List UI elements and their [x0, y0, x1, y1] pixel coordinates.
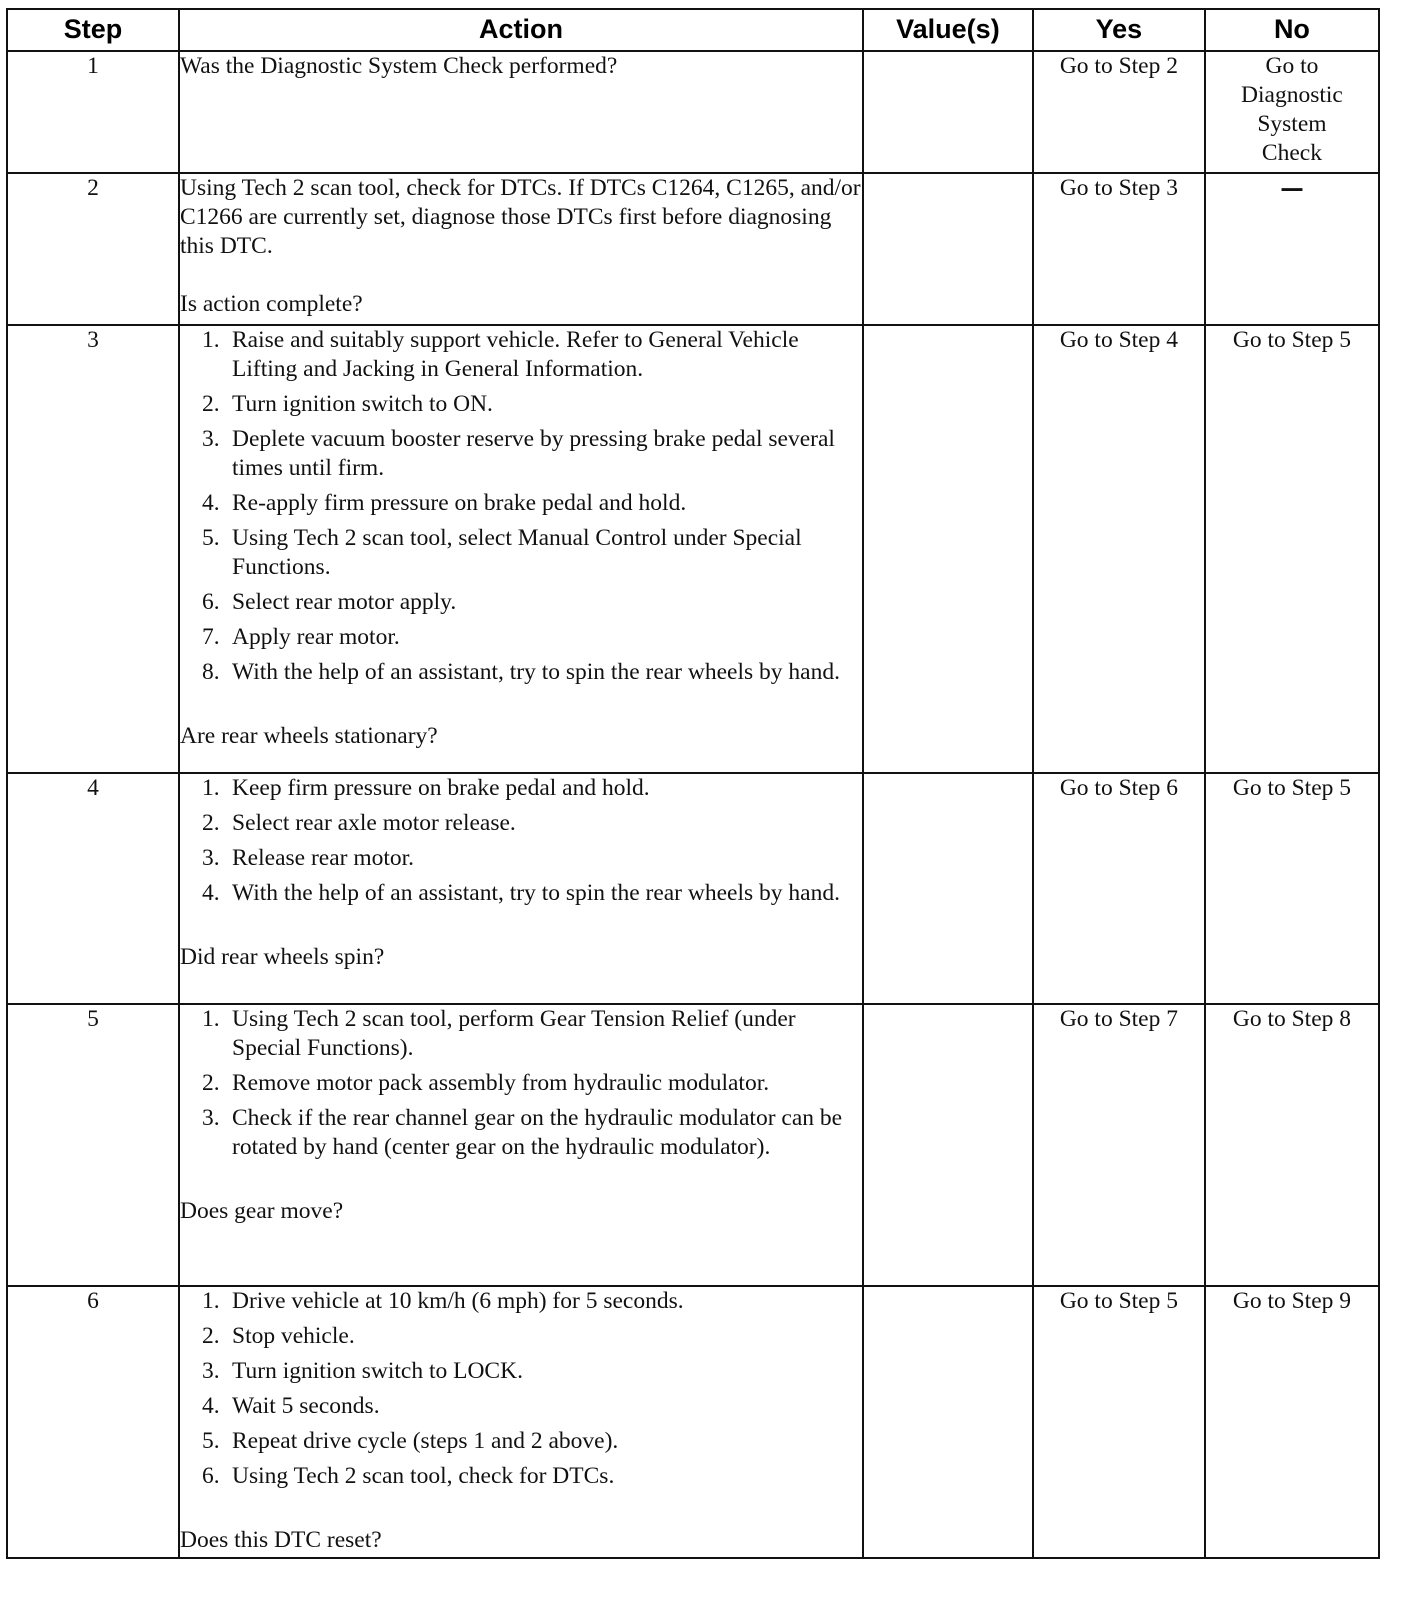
no-text: Go to Step 5 — [1232, 327, 1352, 353]
procedure-item — [180, 774, 862, 803]
header-yes: Yes — [1033, 9, 1205, 51]
action-cell — [179, 773, 863, 1004]
procedure-item — [180, 1462, 862, 1491]
spacer — [180, 693, 862, 722]
procedure-item — [180, 1005, 862, 1063]
procedure-list — [180, 774, 862, 908]
step-number: 4 — [7, 773, 179, 1004]
procedure-item-number: 8. — [202, 659, 220, 685]
table-row — [7, 51, 1379, 173]
table-row — [7, 325, 1379, 773]
procedure-item — [180, 1392, 862, 1421]
table-row — [7, 1004, 1379, 1286]
procedure-item — [180, 326, 862, 384]
procedure-item — [180, 1427, 862, 1456]
action-cell — [179, 51, 863, 173]
step-number: 1 — [7, 51, 179, 173]
procedure-item — [180, 1287, 862, 1316]
procedure-item-number: 3. — [202, 426, 220, 452]
procedure-item — [180, 588, 862, 617]
procedure-item-text: Re-apply firm pressure on brake pedal and hold. — [232, 490, 687, 516]
procedure-item-text: Using Tech 2 scan tool, check for DTCs. — [232, 1463, 615, 1489]
diagnostic-table — [6, 8, 1380, 1559]
procedure-item-number: 2. — [202, 810, 220, 836]
procedure-item — [180, 524, 862, 582]
no-text: Go to Step 5 — [1232, 775, 1352, 801]
procedure-item-text: Check if the rear channel gear on the hydraulic modulator can be rotated by hand (center gear on the hydraulic modulator). — [232, 1105, 843, 1160]
no-text: Go to Step 8 — [1232, 1006, 1352, 1032]
procedure-item — [180, 844, 862, 873]
procedure-item — [180, 425, 862, 483]
procedure-item-text: Turn ignition switch to ON. — [232, 391, 493, 417]
no-cell — [1205, 51, 1379, 173]
values-cell — [863, 1286, 1033, 1558]
yes-cell: Go to Step 4 — [1033, 325, 1205, 773]
action-cell — [179, 1286, 863, 1558]
action-question: Are rear wheels stationary? — [180, 723, 438, 749]
values-cell — [863, 325, 1033, 773]
step-number: 2 — [7, 173, 179, 325]
header-no: No — [1205, 9, 1379, 51]
step-number: 5 — [7, 1004, 179, 1286]
action-question: Did rear wheels spin? — [180, 944, 385, 970]
action-question: Does this DTC reset? — [180, 1527, 382, 1553]
procedure-item-number: 3. — [202, 1105, 220, 1131]
procedure-item-text: Select rear motor apply. — [232, 589, 457, 615]
procedure-item-text: Wait 5 seconds. — [232, 1393, 380, 1419]
procedure-item-text: Repeat drive cycle (steps 1 and 2 above). — [232, 1428, 619, 1454]
values-cell — [863, 773, 1033, 1004]
procedure-item-number: 3. — [202, 1358, 220, 1384]
action-cell — [179, 173, 863, 325]
spacer — [180, 261, 862, 290]
procedure-list — [180, 326, 862, 687]
table-body — [7, 51, 1379, 1558]
values-cell — [863, 51, 1033, 173]
procedure-item-number: 2. — [202, 391, 220, 417]
no-cell — [1205, 325, 1379, 773]
header-action: Action — [179, 9, 863, 51]
procedure-item-number: 4. — [202, 880, 220, 906]
procedure-item-number: 7. — [202, 624, 220, 650]
procedure-item-text: Remove motor pack assembly from hydraulic modulator. — [232, 1070, 770, 1096]
table-row — [7, 173, 1379, 325]
action-question: Does gear move? — [180, 1198, 344, 1224]
action-question: Is action complete? — [180, 291, 363, 317]
spacer — [180, 914, 862, 943]
step-number: 6 — [7, 1286, 179, 1558]
procedure-item-text: Apply rear motor. — [232, 624, 400, 650]
procedure-item-text: Release rear motor. — [232, 845, 415, 871]
procedure-item-text: Raise and suitably support vehicle. Refer to General Vehicle Lifting and Jacking in General Information. — [232, 327, 799, 382]
procedure-item — [180, 658, 862, 687]
diagnostic-page — [6, 8, 1380, 1559]
yes-cell: Go to Step 7 — [1033, 1004, 1205, 1286]
yes-cell: Go to Step 6 — [1033, 773, 1205, 1004]
action-cell — [179, 1004, 863, 1286]
procedure-item-number: 2. — [202, 1323, 220, 1349]
procedure-item — [180, 390, 862, 419]
procedure-item-number: 6. — [202, 1463, 220, 1489]
no-cell — [1205, 773, 1379, 1004]
no-cell — [1205, 173, 1379, 325]
procedure-item-text: Using Tech 2 scan tool, perform Gear Tension Relief (under Special Functions). — [232, 1006, 796, 1061]
yes-cell: Go to Step 3 — [1033, 173, 1205, 325]
values-cell — [863, 1004, 1033, 1286]
spacer — [180, 1168, 862, 1197]
values-cell — [863, 173, 1033, 325]
procedure-item-number: 1. — [202, 1288, 220, 1314]
procedure-item-number: 1. — [202, 775, 220, 801]
procedure-item-number: 3. — [202, 845, 220, 871]
procedure-item-number: 1. — [202, 327, 220, 353]
procedure-item-text: Using Tech 2 scan tool, select Manual Control under Special Functions. — [232, 525, 802, 580]
procedure-item-number: 4. — [202, 490, 220, 516]
no-cell — [1205, 1004, 1379, 1286]
procedure-item-text: Drive vehicle at 10 km/h (6 mph) for 5 seconds. — [232, 1288, 684, 1314]
spacer — [180, 1497, 862, 1526]
procedure-item — [180, 1104, 862, 1162]
action-text: Using Tech 2 scan tool, check for DTCs. If DTCs C1264, C1265, and/or C1266 are currently set, diagnose those DTCs first before diagnosing this DTC. — [180, 175, 861, 259]
procedure-item-text: With the help of an assistant, try to spin the rear wheels by hand. — [232, 880, 840, 906]
procedure-item — [180, 1357, 862, 1386]
procedure-item-text: With the help of an assistant, try to spin the rear wheels by hand. — [232, 659, 840, 685]
action-text: Was the Diagnostic System Check performed? — [180, 53, 618, 79]
step-number: 3 — [7, 325, 179, 773]
procedure-item-number: 6. — [202, 589, 220, 615]
header-values: Value(s) — [863, 9, 1033, 51]
procedure-list — [180, 1287, 862, 1491]
procedure-item-number: 5. — [202, 1428, 220, 1454]
procedure-item — [180, 809, 862, 838]
no-text: Go to Diagnostic System Check — [1241, 53, 1343, 166]
yes-cell: Go to Step 5 — [1033, 1286, 1205, 1558]
table-row — [7, 773, 1379, 1004]
procedure-item-text: Deplete vacuum booster reserve by pressing brake pedal several times until firm. — [232, 426, 835, 481]
procedure-item-text: Stop vehicle. — [232, 1323, 355, 1349]
table-row — [7, 1286, 1379, 1558]
no-text: Go to Step 9 — [1232, 1288, 1352, 1314]
no-cell — [1205, 1286, 1379, 1558]
action-cell — [179, 325, 863, 773]
procedure-item — [180, 1069, 862, 1098]
table-header-row — [7, 9, 1379, 51]
procedure-item — [180, 1322, 862, 1351]
yes-cell: Go to Step 2 — [1033, 51, 1205, 173]
procedure-item-number: 4. — [202, 1393, 220, 1419]
procedure-item-text: Turn ignition switch to LOCK. — [232, 1358, 523, 1384]
procedure-item-number: 1. — [202, 1006, 220, 1032]
procedure-item — [180, 879, 862, 908]
procedure-item — [180, 623, 862, 652]
procedure-list — [180, 1005, 862, 1162]
dash-mark: — — [1280, 174, 1304, 202]
procedure-item-text: Keep firm pressure on brake pedal and hold. — [232, 775, 650, 801]
procedure-item-text: Select rear axle motor release. — [232, 810, 516, 836]
procedure-item — [180, 489, 862, 518]
procedure-item-number: 2. — [202, 1070, 220, 1096]
header-step: Step — [7, 9, 179, 51]
procedure-item-number: 5. — [202, 525, 220, 551]
